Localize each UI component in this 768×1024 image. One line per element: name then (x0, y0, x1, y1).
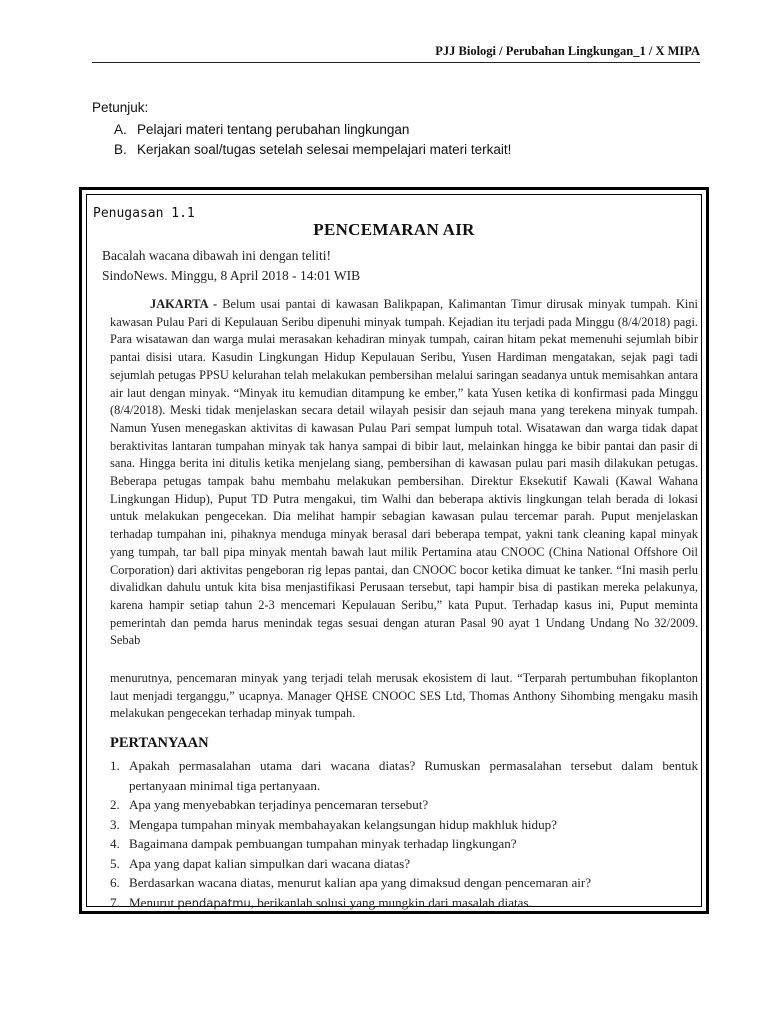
question-item (110, 873, 698, 893)
questions-heading: PERTANYAAN (110, 735, 209, 751)
question-number: 7. (110, 894, 120, 910)
question-text: Apakah permasalahan utama dari wacana diatas? Rumuskan permasalahan tersebut dalam bentuk pertanyaan minimal tiga pertanyaan. (129, 758, 698, 793)
question-item (110, 815, 698, 835)
task-frame (79, 187, 709, 914)
reading-instruction: Bacalah wacana dibawah ini dengan teliti! (102, 248, 332, 263)
question-text-end: , berikanlah solusi yang mungkin dari masalah diatas. (250, 894, 532, 910)
question-text: Berdasarkan wacana diatas, menurut kalian apa yang dimaksud dengan pencemaran air? (129, 875, 592, 890)
question-item (110, 795, 698, 815)
question-text-inserted: pendapatmu (177, 895, 251, 910)
article-paragraph (110, 296, 698, 650)
question-number: 3. (110, 816, 120, 832)
instructions-block (92, 100, 692, 162)
questions-list (110, 756, 698, 913)
question-text: Apa yang dapat kalian simpulkan dari wacana diatas? (129, 855, 411, 871)
question-number: 1. (110, 758, 120, 773)
question-text-start: Menurut (129, 894, 175, 910)
question-number: 6. (110, 875, 120, 890)
question-item (110, 854, 698, 874)
document-header: PJJ Biologi / Perubahan Lingkungan_1 / X MIPA (435, 44, 700, 58)
question-text: Apa yang menyebabkan terjadinya pencemaran tersebut? (129, 797, 429, 812)
instruction-item (92, 142, 692, 157)
question-number: 2. (110, 797, 120, 812)
task-label: Penugasan 1.1 (93, 206, 195, 221)
article-lead: JAKARTA - (150, 297, 218, 311)
question-number: 4. (110, 836, 120, 851)
article-body (110, 296, 698, 723)
task-frame-inner (86, 194, 702, 910)
instructions-title: Petunjuk: (92, 100, 149, 115)
article-title: PENCEMARAN AIR (313, 220, 475, 239)
questions-section (110, 735, 698, 913)
article-paragraph-continued: menurutnya, pencemaran minyak yang terjadi telah merusak ekosistem di laut. “Terparah pertumbuhan fikoplanton laut menjadi terganggu,” ucapnya. Manager QHSE CNOOC SES Ltd, Thomas Anthony Sihombing mengaku masih melakukan pengecekan terhadap minyak tumpah. (110, 671, 698, 721)
header-rule (92, 62, 700, 63)
question-text: Bagaimana dampak pembuangan tumpahan minyak terhadap lingkungan? (129, 836, 517, 851)
instruction-marker: B. (114, 142, 127, 157)
question-text: Mengapa tumpahan minyak membahayakan kelangsungan hidup makhluk hidup? (129, 816, 557, 832)
instruction-text: Kerjakan soal/tugas setelah selesai mempelajari materi terkait! (137, 142, 512, 157)
article-source: SindoNews. Minggu, 8 April 2018 - 14:01 WIB (102, 268, 361, 283)
instruction-text: Pelajari materi tentang perubahan lingkungan (137, 122, 410, 137)
question-item (110, 834, 698, 854)
instruction-marker: A. (114, 122, 127, 137)
question-item (110, 756, 698, 795)
instruction-item (92, 122, 692, 137)
question-item (110, 893, 698, 914)
article-intro (102, 246, 360, 286)
article-text: Belum usai pantai di kawasan Balikpapan, Kalimantan Timur dirusak minyak tumpah. Kini kawasan Pulau Pari di Kepulauan Seribu dipenuhi minyak tumpah. Kejadian itu terjadi pada Minggu (8/4/2018) pagi. Para wisatawan dan warga mulai merasakan kehadiran minyak tumpah, cairan hitam pekat memenuhi sejumlah bibir pantai disisi utara. Kasudin Lingkungan Hidup Kepulauan Seribu, Yusen Hardiman mengatakan, sejak pagi tadi sejumlah petugas PPSU kelurahan telah melakukan pembersihan melalui saringan seadanya untuk memisahkan antara air laut dengan minyak. “Minyak itu kemudian ditampung ke ember,” kata Yusen ketika di konfirmasi pada Minggu (8/4/2018). Meski tidak menjelaskan secara detail wilayah pesisir dan sejauh mana yang terekena minyak tumpah. Namun Yusen menegaskan aktivitas di kawasan Pulau Pari sempat lumpuh total. Wisatawan dan warga tidak dapat beraktivitas lantaran tumpahan minyak tak hanya sampai di bibir laut, melainkan hingga ke bibir pantai dan pasir di sana. Hingga berita ini ditulis ketika menjelang siang, pembersihan di kawasan pulau pari masih dilakukan petugas. Beberapa petugas tampak bahu membahu melakukan pembersihan. Direktur Eksekutif Kawali (Kawal Wahana Lingkungan Hidup), Puput TD Putra mengakui, tim Walhi dan beberapa aktivis lingkungan telah berada di lokasi untuk melakukan pengecekan. Dia melihat hampir sebagian kawasan pulau tercemar parah. Puput menjelaskan terhadap tumpahan ini, pihaknya menduga minyak berasal dari beberapa tempat, yakni tank cleaning kapal minyak yang tumpah, tar ball pipa minyak mentah bawah laut milik Pertamina atau CNOOC (China National Offshore Oil Corporation) dari aktivitas pengeboran rig lepas pantai, dan CNOOC bocor ketika dimuat ke tanker. “Ini masih perlu divalidkan dahulu untuk kita bisa menjastifikasi Perusaan tersebut, tapi hampir bisa di pastikan mereka pelakunya, karena hampir setiap tahun 2-3 mencemari Kepulauan Seribu,” kata Puput. Terhadap kasus ini, Puput meminta pemerintah dan pemda harus menindak tegas sesuai dengan aturan Pasal 90 ayat 1 Undang Undang No 32/2009. Sebab (110, 297, 698, 648)
question-number: 5. (110, 855, 120, 871)
